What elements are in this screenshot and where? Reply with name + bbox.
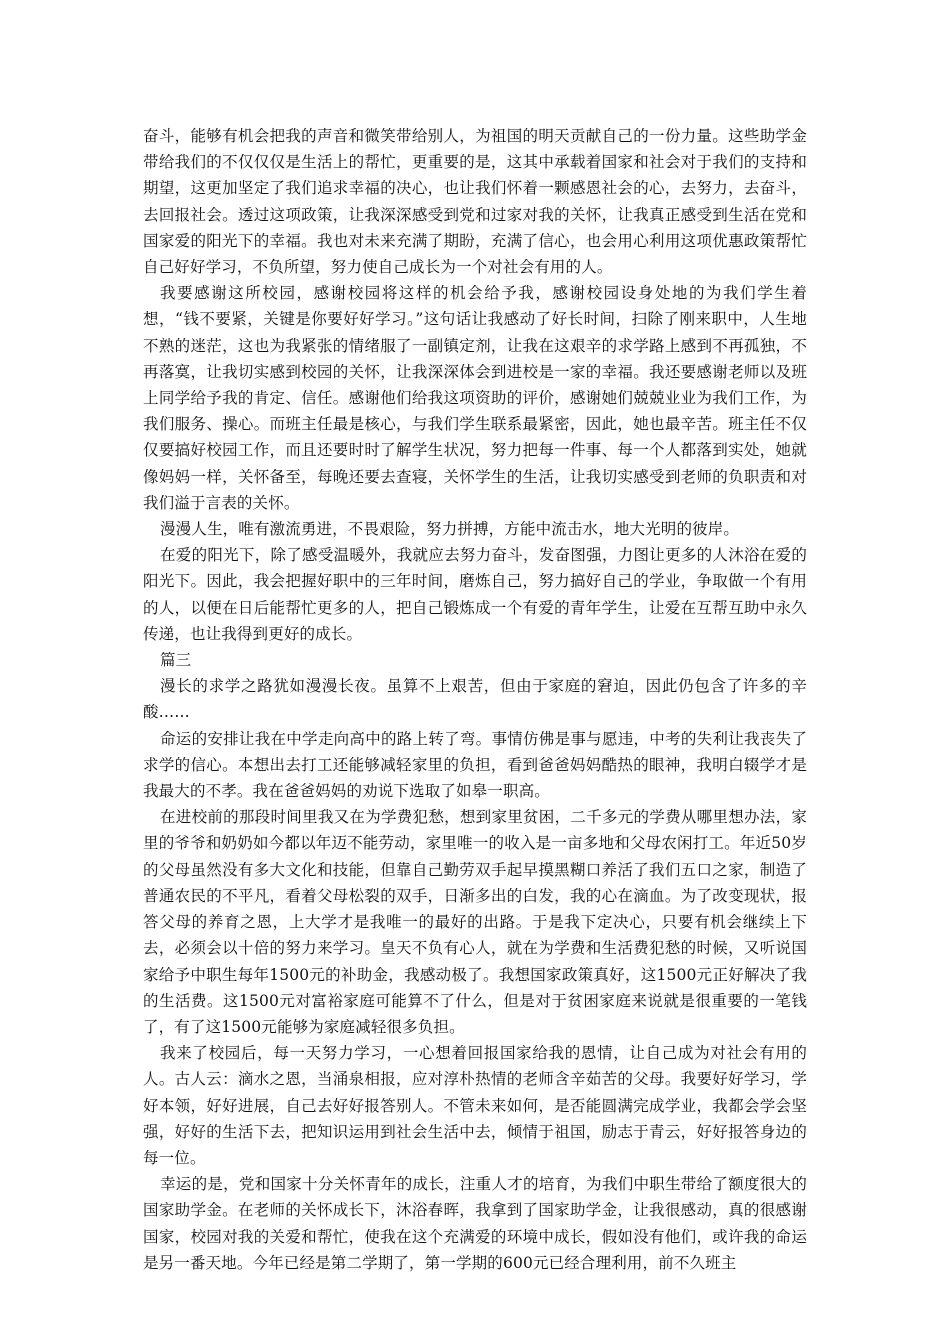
paragraph-fortunate: 幸运的是，党和国家十分关怀青年的成长，注重人才的培育，为我们中职生带给了额度很大的国家助学金。在老师的关怀成长下，沐浴春晖，我拿到了国家助学金，让我很感动，真的很感谢国家，校园对我的关爱和帮忙，使我在这个充满爱的环境中成长，假如没有他们，或许我的命运是另一番天地。今年已经是第二学期了，第一学期的600元已经合理利用，前不久班主 — [143, 1175, 807, 1272]
paragraph-tuition-worry: 在进校前的那段时间里我又在为学费犯愁，想到家里贫困，二千多元的学费从哪里想办法，家里的爷爷和奶奶如今都以年迈不能劳动，家里唯一的收入是一亩多地和父母农闲打工。年近50岁的父母虽然没有多大文化和技能，但靠自己勤劳双手起早摸黑糊口养活了我们五口之家，制造了普通农民的不平凡，看着父母松裂的双手，日渐多出的白发，我的心在滴血。为了改变现状，报答父母的养育之恩，上大学才是我唯一的最好的出路。于是我下定决心，只要有机会继续上下去，必须会以十倍的努力来学习。皇天不负有心人，就在为学费和生活费犯愁的时候，又听说国家给予中职生每年1500元的补助金，我感动极了。我想国家政策真好，这1500元正好解决了我的生活费。这1500元对富裕家庭可能算不了什么，但是对于贫困家庭来说就是很重要的一笔钱了，有了这1500元能够为家庭减轻很多负担。 — [143, 808, 807, 1036]
paragraph-repay-country: 我来了校园后，每一天努力学习，一心想着回报国家给我的恩情，让自己成为对社会有用的人。古人云：滴水之恩，当涌泉相报，应对淳朴热情的老师含辛茹苦的父母。我要好好学习，学好本领，好好进展，自己去好好报答别人。不管未来如何，是否能圆满完成学业，我都会学会坚强，好好的生活下去，把知识运用到社会生活中去，倾情于祖国，励志于青云，好好报答身边的每一位。 — [143, 1044, 807, 1167]
section-heading-part-three: 篇三 — [160, 651, 192, 670]
paragraph-fate-turn: 命运的安排让我在中学走向高中的路上转了弯。事情仿佛是事与愿违，中考的失利让我丧失了求学的信心。本想出去打工还能够减轻家里的负担，看到爸爸妈妈酷热的眼神，我明白辍学才是我最大的不孝。我在爸爸妈妈的劝说下选取了如皋一职高。 — [143, 729, 807, 801]
paragraph-life-journey: 漫漫人生，唯有激流勇进，不畏艰险，努力拼搏，方能中流击水，地大光明的彼岸。 — [160, 520, 740, 539]
paragraph-long-road: 漫长的求学之路犹如漫漫长夜。虽算不上艰苦，但由于家庭的窘迫，因此仍包含了许多的辛酸…… — [143, 677, 807, 722]
paragraph-continuation: 奋斗，能够有机会把我的声音和微笑带给别人，为祖国的明天贡献自己的一份力量。这些助学金带给我们的不仅仅仅是生活上的帮忙，更重要的是，这其中承载着国家和社会对于我们的支持和期望，这更加坚定了我们追求幸福的决心，也让我们怀着一颗感恩社会的心，去努力，去奋斗，去回报社会。透过这项政策，让我深深感受到党和过家对我的关怀，让我真正感受到生活在党和国家爱的阳光下的幸福。我也对未来充满了期盼，充满了信心，也会用心利用这项优惠政策帮忙自己好好学习，不负所望，努力使自己成长为一个对社会有用的人。 — [143, 127, 807, 277]
document-body — [143, 123, 807, 1276]
paragraph-thanks-school: 我要感谢这所校园，感谢校园将这样的机会给予我，感谢校园设身处地的为我们学生着想，“钱不要紧，关键是你要好好学习。”这句话让我感动了好长时间，扫除了刚来职中，人生地不熟的迷茫，这也为我紧张的情绪服了一副镇定剂，让我在这艰辛的求学路上感到不再孤独，不再落寞，让我切实感到校园的关怀，让我深深体会到进校是一家的幸福。我还要感谢老师以及班上同学给予我的肯定、信任。感谢他们给我这项资助的评价，感谢她们兢兢业业为我们工作，为我们服务、操心。而班主任最是核心，与我们学生联系最紧密，因此，她也最辛苦。班主任不仅仅要搞好校园工作，而且还要时时了解学生状况，努力把每一件事、每一个人都落到实处，她就像妈妈一样，关怀备至，每晚还要去查寝，关怀学生的生活，让我切实感受到老师的负职责和对我们溢于言表的关怀。 — [143, 284, 807, 512]
paragraph-sunshine-of-love: 在爱的阳光下，除了感受温暖外，我就应去努力奋斗，发奋图强，力图让更多的人沐浴在爱的阳光下。因此，我会把握好职中的三年时间，磨炼自己，努力搞好自己的学业，争取做一个有用的人，以便在日后能帮忙更多的人，把自己锻炼成一个有爱的青年学生，让爱在互帮互助中永久传递，也让我得到更好的成长。 — [143, 546, 807, 643]
